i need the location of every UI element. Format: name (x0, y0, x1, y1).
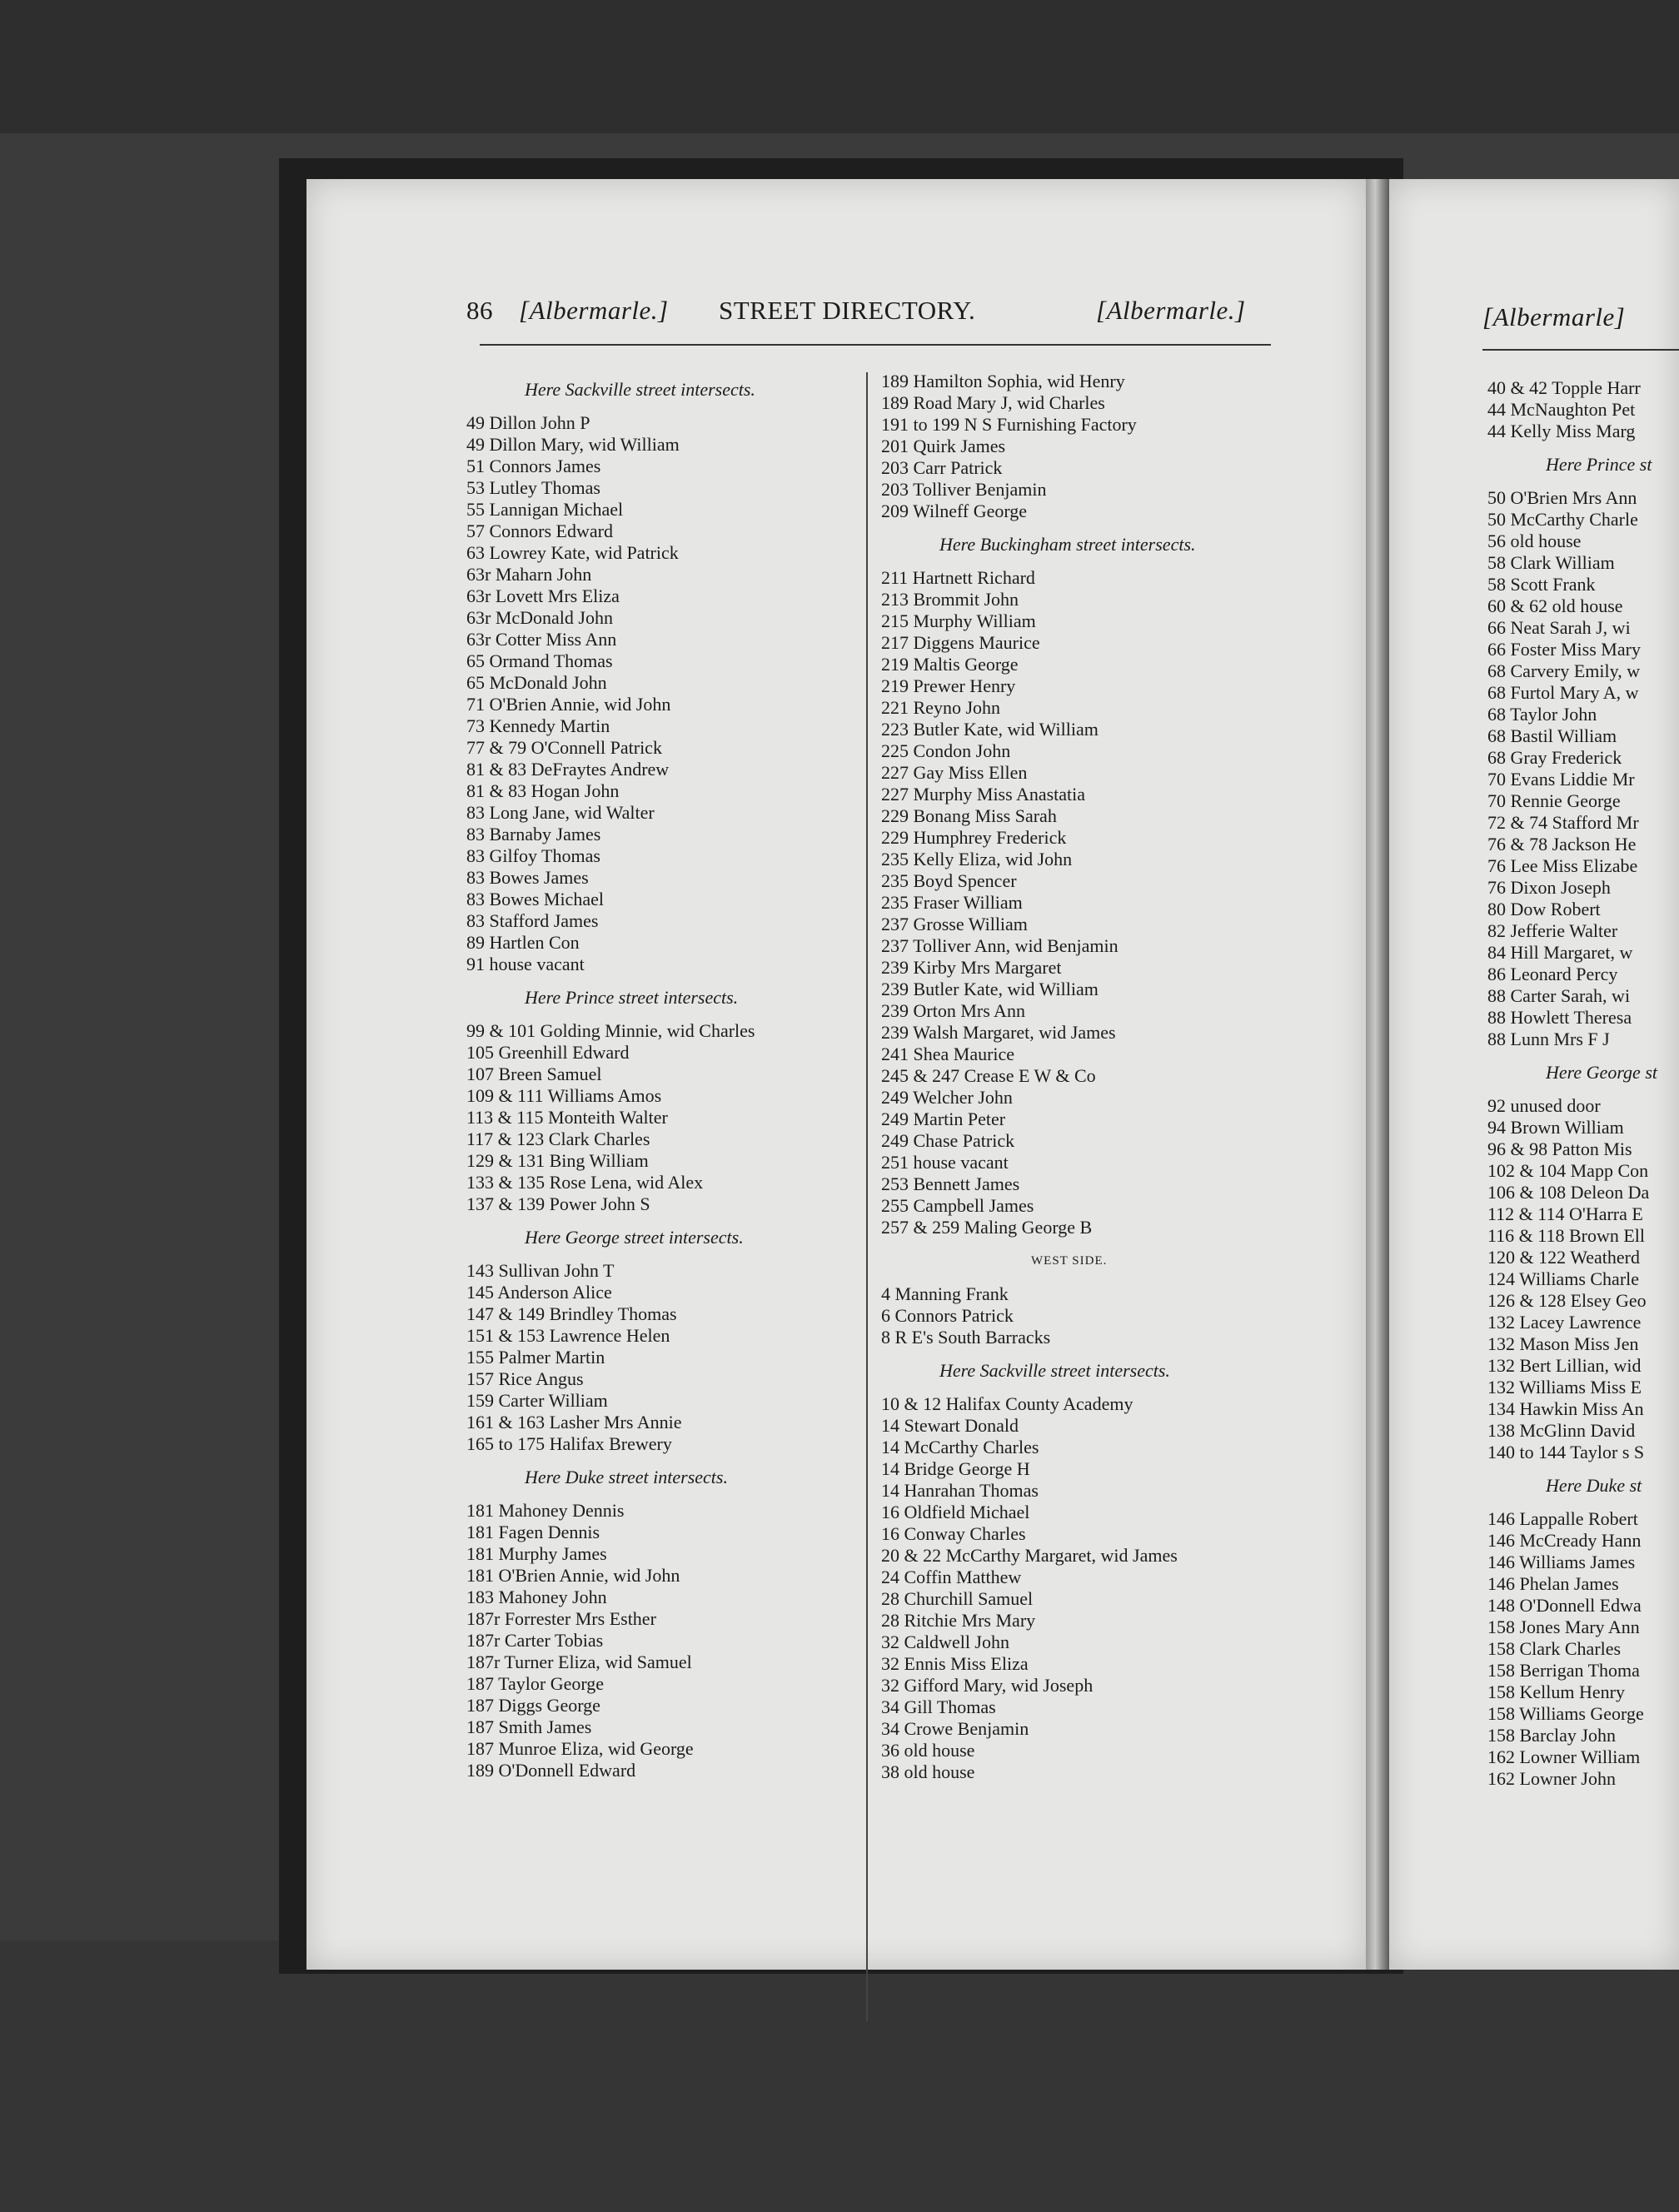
directory-entry: 105 Greenhill Edward (466, 1042, 630, 1063)
directory-entry: 107 Breen Samuel (466, 1064, 602, 1084)
directory-entry: 203 Carr Patrick (881, 457, 1003, 478)
directory-entry: 24 Coffin Matthew (881, 1567, 1022, 1587)
directory-entry: 235 Boyd Spencer (881, 870, 1017, 891)
directory-entry: 50 McCarthy Charle (1487, 509, 1638, 530)
directory-entry: 106 & 108 Deleon Da (1487, 1182, 1650, 1203)
directory-entry: 157 Rice Angus (466, 1368, 584, 1389)
directory-entry: 189 Road Mary J, wid Charles (881, 392, 1105, 413)
directory-entry: 28 Ritchie Mrs Mary (881, 1610, 1036, 1631)
directory-entry: 4 Manning Frank (881, 1283, 1009, 1304)
intersection-heading: Here Duke street intersects. (525, 1467, 728, 1487)
directory-entry: 183 Mahoney John (466, 1587, 607, 1607)
directory-entry: 34 Gill Thomas (881, 1696, 996, 1717)
directory-entry: 14 Bridge George H (881, 1458, 1030, 1479)
directory-entry: 235 Kelly Eliza, wid John (881, 849, 1073, 869)
directory-entry: 181 O'Brien Annie, wid John (466, 1565, 680, 1586)
directory-entry: 88 Carter Sarah, wi (1487, 985, 1631, 1006)
directory-entry: 38 old house (881, 1761, 975, 1782)
directory-entry: 187 Munroe Eliza, wid George (466, 1738, 694, 1759)
directory-entry: 88 Lunn Mrs F J (1487, 1029, 1610, 1049)
directory-entry: 44 McNaughton Pet (1487, 399, 1636, 420)
directory-entry: 257 & 259 Maling George B (881, 1217, 1093, 1238)
directory-entry: 239 Butler Kate, wid William (881, 979, 1099, 999)
directory-entry: 147 & 149 Brindley Thomas (466, 1303, 677, 1324)
directory-entry: 50 O'Brien Mrs Ann (1487, 487, 1637, 508)
right-column (1487, 377, 1657, 1790)
directory-entry: 140 to 144 Taylor s S (1487, 1442, 1645, 1462)
directory-entry: 137 & 139 Power John S (466, 1193, 650, 1214)
directory-entry: 239 Orton Mrs Ann (881, 1000, 1025, 1021)
directory-entry: 88 Howlett Theresa (1487, 1007, 1632, 1028)
directory-entry: 65 Ormand Thomas (466, 650, 613, 671)
directory-entry: 217 Diggens Maurice (881, 632, 1040, 653)
directory-entry: 158 Jones Mary Ann (1487, 1617, 1640, 1637)
directory-entry: 40 & 42 Topple Harr (1487, 377, 1641, 398)
intersection-heading: Here Buckingham street intersects. (939, 534, 1196, 555)
column-divider (866, 372, 868, 2021)
directory-entry: 73 Kennedy Martin (466, 715, 610, 736)
directory-entry: 191 to 199 N S Furnishing Factory (881, 414, 1137, 435)
directory-entry: 109 & 111 Williams Amos (466, 1085, 662, 1106)
directory-entry: 229 Humphrey Frederick (881, 827, 1067, 848)
directory-entry: 227 Gay Miss Ellen (881, 762, 1028, 783)
directory-entry: 161 & 163 Lasher Mrs Annie (466, 1412, 682, 1432)
directory-entry: 201 Quirk James (881, 436, 1006, 456)
directory-entry: 14 Stewart Donald (881, 1415, 1019, 1436)
header-left: [Albermarle.] (519, 296, 669, 325)
directory-entry: 68 Furtol Mary A, w (1487, 682, 1639, 703)
directory-entry: 83 Bowes James (466, 867, 589, 888)
directory-entry: 92 unused door (1487, 1095, 1601, 1116)
directory-entry: 102 & 104 Mapp Con (1487, 1160, 1649, 1181)
directory-entry: 77 & 79 O'Connell Patrick (466, 737, 662, 758)
directory-entry: 132 Mason Miss Jen (1487, 1333, 1639, 1354)
directory-entry: 158 Berrigan Thoma (1487, 1660, 1640, 1681)
directory-entry: 76 & 78 Jackson He (1487, 834, 1637, 854)
directory-entry: 219 Prewer Henry (881, 675, 1016, 696)
directory-entry: 181 Murphy James (466, 1543, 607, 1564)
directory-entry: 63r Cotter Miss Ann (466, 629, 617, 650)
directory-entry: 91 house vacant (466, 954, 585, 974)
side-heading: WEST SIDE. (1031, 1254, 1108, 1268)
directory-entry: 70 Evans Liddie Mr (1487, 769, 1635, 790)
directory-entry: 49 Dillon Mary, wid William (466, 434, 680, 455)
directory-entry: 6 Connors Patrick (881, 1305, 1014, 1326)
directory-entry: 63r Maharn John (466, 564, 592, 585)
directory-entry: 70 Rennie George (1487, 790, 1621, 811)
directory-entry: 146 Lappalle Robert (1487, 1508, 1638, 1529)
intersection-heading: Here George street intersects. (525, 1227, 744, 1248)
intersection-heading: Here Sackville street intersects. (939, 1360, 1170, 1381)
directory-entry: 227 Murphy Miss Anastatia (881, 784, 1086, 805)
page-number: 86 (466, 296, 493, 325)
intersection-heading: Here Duke st (1546, 1475, 1642, 1496)
directory-entry: 20 & 22 McCarthy Margaret, wid James (881, 1545, 1178, 1566)
directory-entry: 28 Churchill Samuel (881, 1588, 1034, 1609)
directory-entry: 63r McDonald John (466, 607, 613, 628)
column-right (881, 371, 1196, 1783)
header-rule (480, 344, 1271, 346)
directory-entry: 211 Hartnett Richard (881, 567, 1035, 588)
column-left (466, 367, 755, 1781)
directory-entry: 187r Forrester Mrs Esther (466, 1608, 656, 1629)
directory-entry: 72 & 74 Stafford Mr (1487, 812, 1639, 833)
directory-entry: 96 & 98 Patton Mis (1487, 1138, 1632, 1159)
directory-entry: 253 Bennett James (881, 1173, 1020, 1194)
directory-entry: 239 Kirby Mrs Margaret (881, 957, 1062, 978)
directory-entry: 112 & 114 O'Harra E (1487, 1203, 1643, 1224)
directory-entry: 251 house vacant (881, 1152, 1009, 1173)
directory-entry: 8 R E's South Barracks (881, 1327, 1051, 1348)
directory-entry: 83 Gilfoy Thomas (466, 845, 600, 866)
directory-entry: 151 & 153 Lawrence Helen (466, 1325, 670, 1346)
directory-entry: 187r Carter Tobias (466, 1630, 604, 1651)
directory-entry: 56 old house (1487, 531, 1582, 551)
directory-entry: 203 Tolliver Benjamin (881, 479, 1047, 500)
left-page (306, 179, 1366, 1970)
directory-entry: 235 Fraser William (881, 892, 1023, 913)
directory-entry: 10 & 12 Halifax County Academy (881, 1393, 1133, 1414)
directory-entry: 132 Williams Miss E (1487, 1377, 1642, 1397)
right-header-left: [Albermarle] (1482, 302, 1626, 331)
directory-entry: 181 Fagen Dennis (466, 1522, 600, 1542)
directory-entry: 158 Williams George (1487, 1703, 1644, 1724)
directory-entry: 36 old house (881, 1740, 975, 1761)
book-spine (1366, 179, 1389, 1970)
directory-entry: 99 & 101 Golding Minnie, wid Charles (466, 1020, 755, 1041)
directory-entry: 83 Barnaby James (466, 824, 601, 844)
intersection-heading: Here Sackville street intersects. (525, 379, 755, 400)
directory-entry: 89 Hartlen Con (466, 932, 580, 953)
right-header-rule (1482, 349, 1679, 351)
directory-entry: 158 Barclay John (1487, 1725, 1616, 1746)
directory-entry: 34 Crowe Benjamin (881, 1718, 1029, 1739)
background-top (0, 0, 1679, 133)
directory-entry: 124 Williams Charle (1487, 1268, 1640, 1289)
directory-entry: 58 Scott Frank (1487, 574, 1596, 595)
directory-entry: 189 Hamilton Sophia, wid Henry (881, 371, 1125, 391)
background-bottom (0, 1940, 1679, 2212)
directory-entry: 83 Stafford James (466, 910, 599, 931)
directory-entry: 55 Lannigan Michael (466, 499, 624, 520)
directory-entry: 94 Brown William (1487, 1117, 1624, 1138)
directory-entry: 146 Williams James (1487, 1552, 1636, 1572)
header-title: STREET DIRECTORY. (719, 296, 976, 325)
directory-entry: 187 Taylor George (466, 1673, 605, 1694)
directory-entry: 145 Anderson Alice (466, 1282, 612, 1303)
intersection-heading: Here George st (1546, 1062, 1657, 1083)
directory-entry: 158 Kellum Henry (1487, 1681, 1625, 1702)
directory-entry: 51 Connors James (466, 456, 601, 476)
directory-entry: 132 Bert Lillian, wid (1487, 1355, 1642, 1376)
directory-entry: 120 & 122 Weatherd (1487, 1247, 1640, 1268)
directory-entry: 14 Hanrahan Thomas (881, 1480, 1039, 1501)
directory-entry: 225 Condon John (881, 740, 1011, 761)
directory-entry: 213 Brommit John (881, 589, 1019, 610)
directory-entry: 32 Caldwell John (881, 1632, 1009, 1652)
directory-entry: 80 Dow Robert (1487, 899, 1601, 919)
directory-entry: 241 Shea Maurice (881, 1044, 1015, 1064)
directory-entry: 60 & 62 old house (1487, 595, 1623, 616)
directory-entry: 134 Hawkin Miss An (1487, 1398, 1644, 1419)
directory-entry: 165 to 175 Halifax Brewery (466, 1433, 672, 1454)
directory-entry: 132 Lacey Lawrence (1487, 1312, 1642, 1333)
directory-entry: 126 & 128 Elsey Geo (1487, 1290, 1647, 1311)
directory-entry: 44 Kelly Miss Marg (1487, 421, 1636, 441)
directory-entry: 187r Turner Eliza, wid Samuel (466, 1652, 692, 1672)
directory-entry: 68 Carvery Emily, w (1487, 660, 1641, 681)
directory-entry: 16 Conway Charles (881, 1523, 1026, 1544)
right-page (1389, 179, 1679, 1970)
directory-entry: 86 Leonard Percy (1487, 964, 1618, 984)
directory-entry: 249 Chase Patrick (881, 1130, 1015, 1151)
directory-entry: 245 & 247 Crease E W & Co (881, 1065, 1096, 1086)
directory-entry: 81 & 83 Hogan John (466, 780, 620, 801)
directory-entry: 181 Mahoney Dennis (466, 1500, 625, 1521)
directory-entry: 146 McCready Hann (1487, 1530, 1642, 1551)
directory-entry: 215 Murphy William (881, 610, 1036, 631)
directory-entry: 66 Foster Miss Mary (1487, 639, 1641, 660)
directory-entry: 68 Taylor John (1487, 704, 1597, 725)
directory-entry: 158 Clark Charles (1487, 1638, 1622, 1659)
directory-entry: 14 McCarthy Charles (881, 1437, 1039, 1457)
directory-entry: 209 Wilneff George (881, 501, 1028, 521)
directory-entry: 223 Butler Kate, wid William (881, 719, 1099, 740)
directory-entry: 76 Dixon Joseph (1487, 877, 1611, 898)
directory-entry: 129 & 131 Bing William (466, 1150, 649, 1171)
directory-entry: 239 Walsh Margaret, wid James (881, 1022, 1116, 1043)
directory-entry: 63r Lovett Mrs Eliza (466, 585, 620, 606)
directory-entry: 237 Tolliver Ann, wid Benjamin (881, 935, 1119, 956)
directory-entry: 237 Grosse William (881, 914, 1028, 934)
directory-entry: 66 Neat Sarah J, wi (1487, 617, 1631, 638)
directory-entry: 148 O'Donnell Edwa (1487, 1595, 1642, 1616)
directory-entry: 84 Hill Margaret, w (1487, 942, 1633, 963)
directory-entry: 16 Oldfield Michael (881, 1502, 1030, 1522)
directory-entry: 189 O'Donnell Edward (466, 1760, 636, 1781)
directory-entry: 113 & 115 Monteith Walter (466, 1107, 668, 1128)
directory-entry: 71 O'Brien Annie, wid John (466, 694, 671, 715)
directory-entry: 68 Gray Frederick (1487, 747, 1622, 768)
directory-entry: 159 Carter William (466, 1390, 608, 1411)
directory-entry: 187 Diggs George (466, 1695, 600, 1716)
directory-entry: 249 Welcher John (881, 1087, 1013, 1108)
directory-entry: 146 Phelan James (1487, 1573, 1619, 1594)
directory-entry: 116 & 118 Brown Ell (1487, 1225, 1646, 1246)
directory-entry: 53 Lutley Thomas (466, 477, 600, 498)
directory-entry: 76 Lee Miss Elizabe (1487, 855, 1638, 876)
directory-entry: 49 Dillon John P (466, 412, 590, 433)
directory-entry: 143 Sullivan John T (466, 1260, 615, 1281)
directory-entry: 65 McDonald John (466, 672, 607, 693)
directory-entry: 162 Lowner John (1487, 1768, 1616, 1789)
directory-entry: 83 Long Jane, wid Walter (466, 802, 655, 823)
directory-entry: 81 & 83 DeFraytes Andrew (466, 759, 670, 780)
directory-entry: 32 Gifford Mary, wid Joseph (881, 1675, 1094, 1696)
directory-entry: 162 Lowner William (1487, 1746, 1641, 1767)
directory-entry: 138 McGlinn David (1487, 1420, 1636, 1441)
directory-entry: 32 Ennis Miss Eliza (881, 1653, 1029, 1674)
directory-entry: 83 Bowes Michael (466, 889, 604, 909)
directory-entry: 57 Connors Edward (466, 521, 613, 541)
intersection-heading: Here Prince street intersects. (525, 987, 739, 1008)
directory-entry: 133 & 135 Rose Lena, wid Alex (466, 1172, 704, 1193)
directory-entry: 187 Smith James (466, 1716, 592, 1737)
directory-entry: 219 Maltis George (881, 654, 1019, 675)
directory-entry: 63 Lowrey Kate, wid Patrick (466, 542, 679, 563)
header-right: [Albermarle.] (1096, 296, 1246, 325)
directory-entry: 249 Martin Peter (881, 1108, 1006, 1129)
directory-entry: 58 Clark William (1487, 552, 1615, 573)
intersection-heading: Here Prince st (1546, 454, 1652, 475)
directory-entry: 82 Jefferie Walter (1487, 920, 1618, 941)
directory-entry: 229 Bonang Miss Sarah (881, 805, 1057, 826)
directory-entry: 155 Palmer Martin (466, 1347, 605, 1368)
directory-entry: 221 Reyno John (881, 697, 1000, 718)
directory-entry: 68 Bastil William (1487, 725, 1617, 746)
directory-entry: 117 & 123 Clark Charles (466, 1128, 650, 1149)
directory-entry: 255 Campbell James (881, 1195, 1034, 1216)
